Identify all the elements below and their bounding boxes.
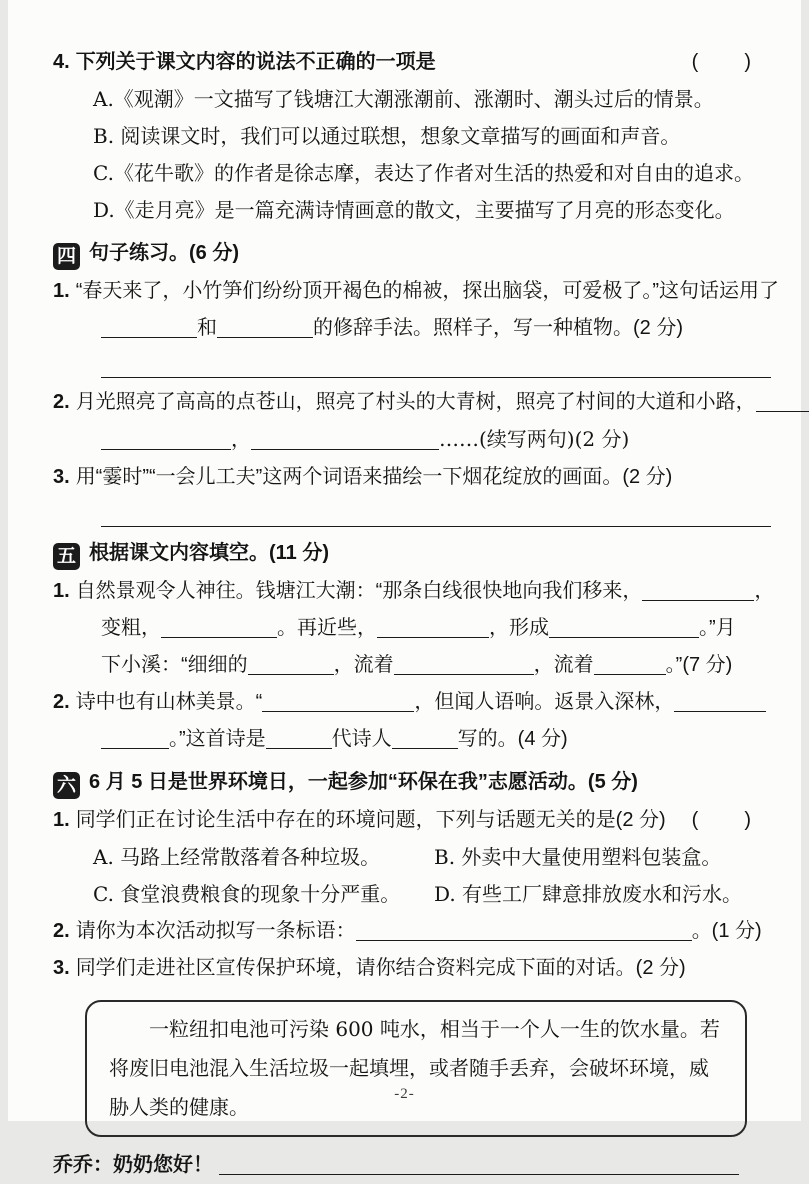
answer-blank (356, 926, 692, 941)
exam-page (8, 0, 801, 1176)
sec5-q1-line1 (53, 573, 775, 610)
sec4-q1-text: “春天来了，小竹笋们纷纷顶开褐色的棉被，探出脑袋，可爱极了。”这句话运用了 (75, 280, 780, 302)
question-number: 2. (53, 391, 70, 413)
answer-blank (161, 623, 277, 638)
sec5-q1-seg4: 。再近些， (277, 617, 377, 639)
answer-blank (756, 397, 809, 412)
section-5-title: 根据课文内容填空。(11 分) (89, 542, 330, 564)
sec4-q2-line2 (101, 421, 775, 459)
sec5-q1-seg9: ，流着 (533, 654, 594, 676)
question-number: 4. (53, 51, 70, 73)
question-number: 3. (53, 957, 70, 979)
sec5-q1-seg2: ， (754, 580, 775, 602)
sec6-q1-options-row-1 (93, 839, 775, 876)
sec5-q2-seg4: 代诗人 (331, 728, 392, 750)
sec5-q1-seg10: 。”(7 分) (665, 654, 733, 676)
answer-blank (549, 623, 699, 638)
answer-blank (266, 734, 332, 749)
answer-blank (251, 435, 439, 450)
sec5-q1-seg8: ，流着 (333, 654, 394, 676)
sec6-q2-tail: 。(1 分) (691, 920, 762, 942)
answer-parentheses: ( ) (691, 51, 753, 73)
sec5-q1-line3 (101, 647, 775, 684)
answer-writing-line (101, 347, 771, 378)
dialog-line (53, 1147, 775, 1184)
sec4-q1-line2 (101, 310, 775, 347)
sec6-q1-option-b: B. 外卖中大量使用塑料包装盒。 (434, 845, 722, 869)
comma-text: ， (231, 429, 251, 451)
sec4-q2-text: 月光照亮了高高的点苍山，照亮了村头的大青树，照亮了村间的大道和小路， (75, 391, 756, 413)
sec6-q1-option-a: A. 马路上经常散落着各种垃圾。 (93, 845, 381, 869)
page-number: -2- (394, 1086, 415, 1102)
question-number: 3. (53, 466, 70, 488)
sec4-q2-line1 (53, 384, 775, 421)
answer-blank (642, 586, 754, 601)
sec5-q1-seg1: 自然景观令人神往。钱塘江大潮：“那条白线很快地向我们移来， (75, 580, 643, 602)
sec4-q2-tail: ……(续写两句)(2 分) (439, 427, 630, 451)
question-4-stem-row (53, 44, 775, 81)
question-4-option-c: C.《花牛歌》的作者是徐志摩，表达了作者对生活的热爱和对自由的追求。 (93, 161, 754, 185)
section-5-badge: 五 (53, 543, 80, 570)
answer-writing-line (101, 496, 771, 527)
answer-parentheses: ( ) (691, 809, 753, 831)
question-4-stem: 下列关于课文内容的说法不正确的一项是 (75, 51, 436, 73)
answer-blank (394, 660, 534, 675)
question-4-option-d: D.《走月亮》是一篇充满诗情画意的散文，主要描写了月亮的形态变化。 (93, 198, 735, 222)
answer-blank (219, 1160, 739, 1175)
sec5-q1-seg6: 。”月 (699, 617, 736, 639)
sec6-q1-stem-row (53, 802, 775, 839)
sec6-q2-line (53, 913, 775, 950)
answer-blank (674, 697, 766, 712)
sec5-q1-seg3: 变粗， (101, 617, 161, 639)
sec5-q1-seg5: ，形成 (489, 617, 549, 639)
sec5-q2-seg5: 写的。(4 分) (457, 728, 568, 750)
section-6-title: 6 月 5 日是世界环境日，一起参加“环保在我”志愿活动。(5 分) (89, 771, 638, 793)
sec5-q2-seg2: ，但闻人语响。返景入深林， (414, 691, 675, 713)
answer-blank (392, 734, 458, 749)
question-number: 1. (53, 580, 70, 602)
answer-blank (594, 660, 666, 675)
sec6-q1-option-d: D. 有些工厂肆意排放废水和污水。 (434, 882, 743, 906)
sec5-q1-seg7: 下小溪：“细细的 (101, 654, 248, 676)
sec4-q3-line (53, 459, 775, 496)
sec5-q2-line1 (53, 684, 775, 721)
sec6-q3-line (53, 950, 775, 987)
question-4-option-b: B. 阅读课文时，我们可以通过联想，想象文章描写的画面和声音。 (93, 124, 681, 148)
answer-blank (101, 734, 169, 749)
section-4-title: 句子练习。(6 分) (89, 242, 239, 264)
answer-blank (217, 323, 313, 338)
sec6-q3-stem: 同学们走进社区宣传保护环境，请你结合资料完成下面的对话。(2 分) (75, 957, 686, 979)
sec6-q1-stem: 同学们正在讨论生活中存在的环境问题，下列与话题无关的是(2 分) (75, 809, 666, 831)
answer-blank (248, 660, 334, 675)
sec5-q1-line2 (101, 610, 775, 647)
battery-info-text: 一粒纽扣电池可污染 600 吨水，相当于一个人一生的饮水量。若将废旧电池混入生活垃圾一起填埋，或者随手丢弃，会破坏环境，威胁人类的健康。 (109, 1017, 720, 1119)
section-5-header (53, 533, 775, 573)
sec4-q1-line1 (53, 273, 780, 310)
sec6-q2-stem: 请你为本次活动拟写一条标语： (75, 920, 356, 942)
sec4-q1-mid: 和 (197, 317, 217, 339)
sec4-q3-text: 用“霎时”“一会儿工夫”这两个词语来描绘一下烟花绽放的画面。(2 分) (75, 466, 673, 488)
battery-info-box (85, 1000, 747, 1137)
dialog-speaker-text: 乔乔：奶奶您好！ (53, 1154, 213, 1176)
sec5-q2-seg1: 诗中也有山林美景。“ (75, 691, 263, 713)
sec5-q2-line2 (101, 721, 775, 758)
question-number: 2. (53, 920, 70, 942)
sec6-q1-option-c: C. 食堂浪费粮食的现象十分严重。 (93, 882, 401, 906)
answer-blank (101, 435, 231, 450)
answer-blank (377, 623, 489, 638)
sec4-q1-tail: 的修辞手法。照样子，写一种植物。(2 分) (313, 317, 683, 339)
sec6-q1-options-row-2 (93, 876, 775, 913)
sec5-q2-seg3: 。”这首诗是 (169, 728, 266, 750)
question-4-option-a: A.《观潮》一文描写了钱塘江大潮涨潮前、涨潮时、潮头过后的情景。 (93, 87, 714, 111)
section-4-header (53, 233, 775, 273)
question-number: 2. (53, 691, 70, 713)
section-6-badge: 六 (53, 772, 80, 799)
answer-blank (101, 323, 197, 338)
section-4-badge: 四 (53, 243, 80, 270)
answer-blank (262, 697, 414, 712)
question-number: 1. (53, 809, 70, 831)
section-6-header (53, 762, 775, 802)
question-number: 1. (53, 280, 70, 302)
